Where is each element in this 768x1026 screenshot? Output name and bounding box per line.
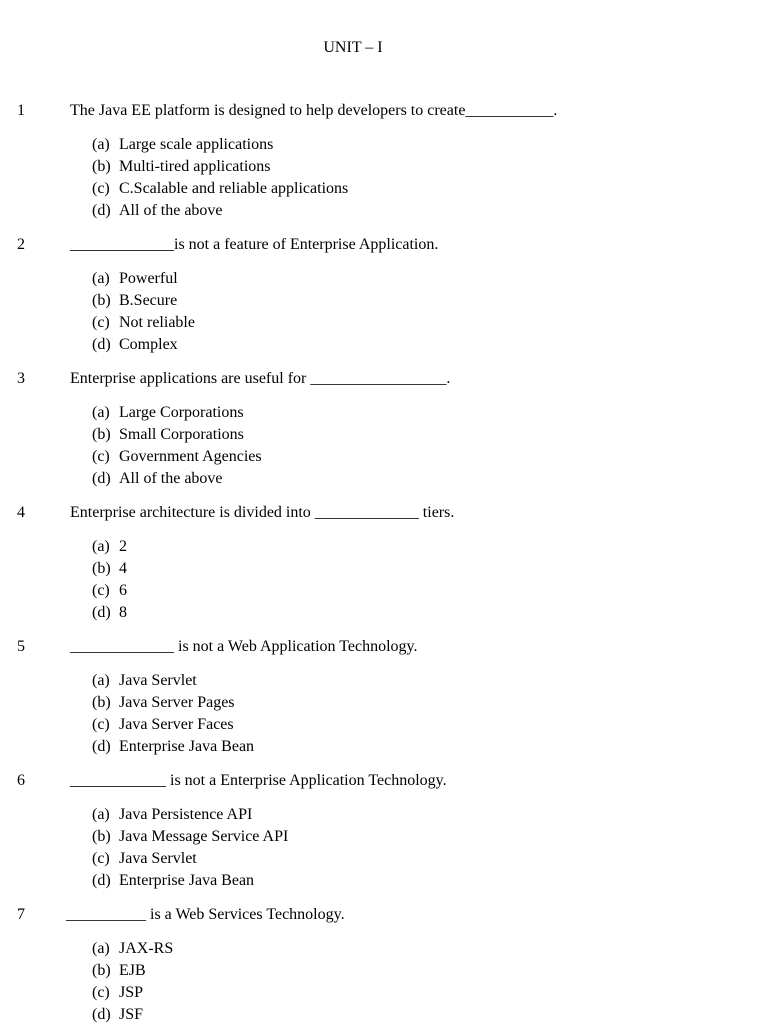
option-letter: (d) bbox=[92, 470, 111, 487]
option-letter: (c) bbox=[92, 716, 110, 733]
option-text: Java Message Service API bbox=[119, 828, 289, 845]
option-letter: (a) bbox=[92, 136, 110, 153]
option-letter: (b) bbox=[92, 828, 111, 845]
option-b bbox=[92, 156, 348, 178]
option-list bbox=[92, 938, 173, 1026]
option-letter: (a) bbox=[92, 538, 110, 555]
option-c bbox=[92, 580, 127, 602]
question-text: __________ is a Web Services Technology. bbox=[66, 906, 345, 923]
option-b bbox=[92, 692, 254, 714]
option-c bbox=[92, 312, 195, 334]
option-letter: (b) bbox=[92, 292, 111, 309]
option-a bbox=[92, 268, 195, 290]
option-list bbox=[92, 134, 348, 222]
option-text: Large Corporations bbox=[119, 404, 244, 421]
option-text: C.Scalable and reliable applications bbox=[119, 180, 349, 197]
page-title: UNIT – I bbox=[323, 39, 383, 56]
option-c bbox=[92, 982, 173, 1004]
option-c bbox=[92, 446, 262, 468]
option-text: Multi-tired applications bbox=[119, 158, 271, 175]
option-letter: (c) bbox=[92, 314, 110, 331]
option-a bbox=[92, 804, 288, 826]
option-letter: (a) bbox=[92, 806, 110, 823]
option-list bbox=[92, 268, 195, 356]
option-text: Large scale applications bbox=[119, 136, 274, 153]
option-text: Enterprise Java Bean bbox=[119, 738, 255, 755]
option-letter: (d) bbox=[92, 872, 111, 889]
question-number: 6 bbox=[17, 772, 25, 789]
question-text: The Java EE platform is designed to help developers to create___________. bbox=[70, 102, 558, 119]
option-text: 2 bbox=[119, 538, 127, 555]
option-b bbox=[92, 424, 262, 446]
option-letter: (b) bbox=[92, 962, 111, 979]
option-text: JAX-RS bbox=[119, 940, 174, 957]
option-text: Java Server Pages bbox=[119, 694, 235, 711]
option-letter: (d) bbox=[92, 1006, 111, 1023]
option-a bbox=[92, 536, 127, 558]
option-letter: (a) bbox=[92, 270, 110, 287]
option-letter: (b) bbox=[92, 158, 111, 175]
question-number: 7 bbox=[17, 906, 25, 923]
question-number: 1 bbox=[17, 102, 25, 119]
question-text: Enterprise architecture is divided into _____________ tiers. bbox=[70, 504, 455, 521]
option-text: Java Server Faces bbox=[119, 716, 234, 733]
option-d bbox=[92, 468, 262, 490]
option-d bbox=[92, 736, 254, 758]
option-letter: (b) bbox=[92, 560, 111, 577]
option-d bbox=[92, 1004, 173, 1026]
option-text: JSF bbox=[119, 1006, 144, 1023]
option-list bbox=[92, 402, 262, 490]
question-number: 4 bbox=[17, 504, 25, 521]
option-text: Java Servlet bbox=[119, 672, 197, 689]
option-d bbox=[92, 602, 127, 624]
option-letter: (c) bbox=[92, 582, 110, 599]
option-text: 8 bbox=[119, 604, 127, 621]
question-number: 5 bbox=[17, 638, 25, 655]
option-letter: (d) bbox=[92, 202, 111, 219]
option-letter: (d) bbox=[92, 604, 111, 621]
option-text: All of the above bbox=[119, 202, 223, 219]
option-d bbox=[92, 200, 348, 222]
option-c bbox=[92, 848, 288, 870]
option-a bbox=[92, 402, 262, 424]
question-text: _____________is not a feature of Enterprise Application. bbox=[70, 236, 439, 253]
option-text: EJB bbox=[119, 962, 146, 979]
option-letter: (b) bbox=[92, 426, 111, 443]
option-text: 4 bbox=[119, 560, 127, 577]
option-letter: (a) bbox=[92, 940, 110, 957]
option-list bbox=[92, 804, 288, 892]
option-b bbox=[92, 290, 195, 312]
option-a bbox=[92, 938, 173, 960]
option-letter: (c) bbox=[92, 448, 110, 465]
option-text: Complex bbox=[119, 336, 178, 353]
option-text: Not reliable bbox=[119, 314, 195, 331]
option-d bbox=[92, 870, 288, 892]
option-a bbox=[92, 670, 254, 692]
option-letter: (b) bbox=[92, 694, 111, 711]
option-b bbox=[92, 960, 173, 982]
option-list bbox=[92, 536, 127, 624]
question-text: _____________ is not a Web Application Technology. bbox=[70, 638, 418, 655]
option-text: All of the above bbox=[119, 470, 223, 487]
option-letter: (c) bbox=[92, 984, 110, 1001]
option-letter: (c) bbox=[92, 850, 110, 867]
option-a bbox=[92, 134, 348, 156]
option-letter: (a) bbox=[92, 404, 110, 421]
option-b bbox=[92, 558, 127, 580]
option-c bbox=[92, 714, 254, 736]
option-c bbox=[92, 178, 348, 200]
option-text: 6 bbox=[119, 582, 127, 599]
option-text: Government Agencies bbox=[119, 448, 262, 465]
option-letter: (d) bbox=[92, 336, 111, 353]
question-number: 3 bbox=[17, 370, 25, 387]
question-text: ____________ is not a Enterprise Application Technology. bbox=[70, 772, 447, 789]
option-letter: (d) bbox=[92, 738, 111, 755]
option-text: JSP bbox=[119, 984, 144, 1001]
option-list bbox=[92, 670, 254, 758]
question-text: Enterprise applications are useful for _________________. bbox=[70, 370, 451, 387]
option-letter: (c) bbox=[92, 180, 110, 197]
question-number: 2 bbox=[17, 236, 25, 253]
option-letter: (a) bbox=[92, 672, 110, 689]
option-text: Enterprise Java Bean bbox=[119, 872, 255, 889]
option-text: Small Corporations bbox=[119, 426, 244, 443]
option-b bbox=[92, 826, 288, 848]
option-text: Java Servlet bbox=[119, 850, 197, 867]
option-text: B.Secure bbox=[119, 292, 178, 309]
option-d bbox=[92, 334, 195, 356]
option-text: Powerful bbox=[119, 270, 178, 287]
option-text: Java Persistence API bbox=[119, 806, 253, 823]
